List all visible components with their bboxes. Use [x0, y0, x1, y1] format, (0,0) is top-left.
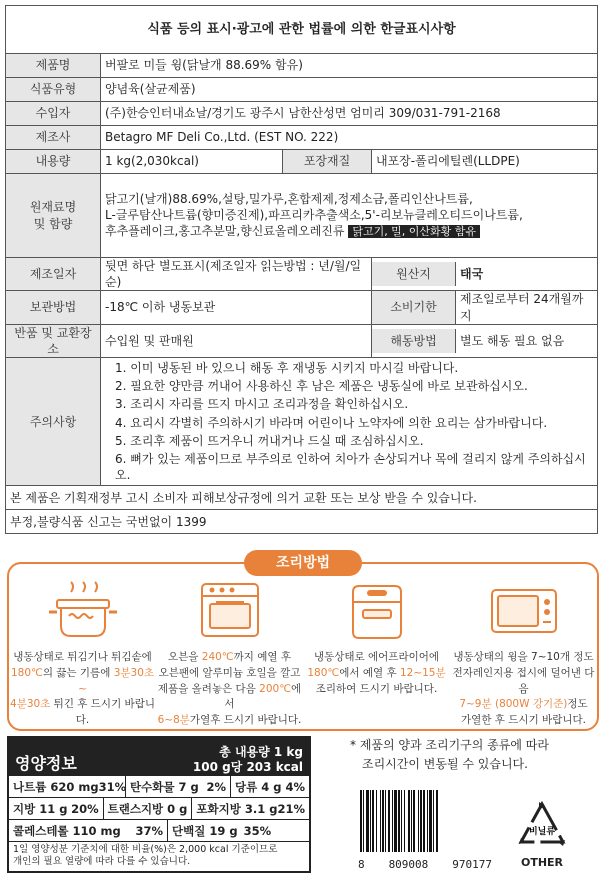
type-value: 양념육(살균제품)	[101, 78, 598, 102]
step-highlight: 6~8분	[157, 714, 190, 726]
ingredients-line: 닭고기(날개)88.69%,설탕,밀가루,혼합제제,정제소금,폴리인산나트륨,	[105, 191, 473, 206]
fryer-pot-icon	[43, 578, 123, 642]
packaging-label: 포장재질	[283, 150, 372, 174]
cooking-step-text	[450, 650, 597, 729]
nutrition-footnote	[9, 842, 309, 871]
cooking-step-text	[9, 650, 156, 729]
nutrition-per-serving: 100 g당 203 kcal	[192, 759, 303, 774]
allergy-badge: 닭고기, 밀, 이산화황 함유	[348, 225, 480, 238]
step-line: 가열한 후 드시기 바랍니다.	[461, 714, 586, 726]
nutrition-row	[9, 798, 309, 820]
mfg-date-label: 제조일자	[6, 258, 101, 291]
nutrient-percent: 21%	[277, 801, 305, 816]
type-label: 식품유형	[6, 78, 101, 102]
exchange-value: 수입원 및 판매원	[101, 324, 372, 357]
cooking-step-fryer	[9, 578, 156, 729]
step-line: 정도	[567, 698, 588, 711]
nutrition-table	[7, 736, 311, 873]
compensation-text: 본 제품은 기획재정부 고시 소비자 피해보상규정에 의거 교환 또는 보상 받을 수 있습니다.	[6, 486, 598, 510]
mfg-date-value: 뒷면 하단 별도표시(제조일자 읽는방법 : 년/월/일순)	[101, 258, 372, 291]
nutrient: 콜레스테롤 110 mg	[13, 823, 121, 838]
step-highlight: 180℃	[307, 666, 340, 679]
nutrient-percent: 20%	[71, 801, 99, 816]
caution-line: * 제품의 양과 조리기구의 종류에 따라	[350, 738, 549, 752]
microwave-icon	[484, 578, 564, 642]
step-line: 튀긴 후 드시기 바랍니다.	[50, 698, 155, 726]
manufacturer-value: Betagro MF Deli Co.,Ltd. (EST NO. 222)	[101, 126, 598, 150]
ingredients-value	[101, 174, 598, 258]
thaw-value: 별도 해동 필요 없음	[460, 333, 565, 348]
barcode-digit: 970177	[452, 858, 492, 871]
oven-icon	[190, 578, 270, 642]
notice-item: 5. 조리후 제품이 뜨거우니 꺼내거나 드실 때 조심하십시오.	[115, 433, 424, 448]
content-label: 내용량	[6, 150, 101, 174]
nutrient-percent: 2%	[206, 779, 226, 794]
ingredients-label-line: 원재료명	[29, 200, 77, 215]
step-line: 의 끓는 기름에	[42, 666, 114, 679]
nutrient: 나트륨 620 mg	[13, 779, 99, 794]
cooking-step-text	[303, 650, 450, 697]
step-line: 까지 예열 후	[233, 651, 291, 663]
product-name-label: 제품명	[6, 54, 101, 78]
notice-item: 1. 이미 냉동된 바 있으니 해동 후 재냉동 시키지 마시길 바랍니다.	[115, 360, 459, 375]
ingredients-label-line: 및 함량	[33, 216, 73, 231]
barcode-digit: 8	[358, 858, 365, 871]
step-line: 오븐을	[167, 651, 202, 663]
origin-label: 원산지	[372, 262, 456, 286]
cooking-step-text	[156, 650, 303, 729]
importer-label: 수입자	[6, 102, 101, 126]
notice-item: 3. 조리시 자리를 뜨지 마시고 조리과정을 확인하십시오.	[115, 397, 409, 412]
notice-item: 4. 요리시 각별히 주의하시기 바라며 어린이나 노약자에 의한 요리는 삼가바랍니다.	[115, 415, 548, 430]
manufacturer-label: 제조사	[6, 126, 101, 150]
nutrition-total	[193, 745, 303, 774]
origin-value: 태국	[460, 267, 484, 282]
step-line: 에서	[224, 682, 302, 711]
cooking-panel	[7, 555, 599, 731]
step-highlight: 12~15분	[399, 666, 446, 679]
nutrient: 당류 4 g	[235, 779, 282, 794]
step-line: 냉동상태로 튀김기나 튀김솥에	[13, 651, 152, 663]
step-highlight: 7~9분 (800W 강기준)	[459, 698, 568, 711]
barcode-bars-icon	[358, 790, 492, 852]
expiry-label: 소비기한	[372, 291, 456, 323]
content-value: 1 kg(2,030kcal)	[101, 150, 283, 174]
ingredients-label	[6, 174, 101, 258]
page-title: 식품 등의 표시·광고에 관한 법률에 의한 한글표시사항	[6, 6, 598, 54]
step-line: 에서 예열 후	[339, 666, 400, 679]
storage-label: 보관방법	[6, 291, 101, 324]
step-line: 가열후 드시기 바랍니다.	[189, 714, 302, 726]
nutrient: 트랜스지방 0 g	[107, 801, 188, 816]
label-table	[5, 5, 598, 534]
expiry-cell	[372, 291, 598, 324]
step-line: 전자레인지용 접시에 덜어낸 다음	[452, 666, 595, 695]
nutrition-total-amount: 총 내용량 1 kg	[219, 745, 303, 760]
nutrient: 단백질 19 g	[172, 823, 238, 838]
notice-list	[101, 358, 598, 486]
recycle-icon	[515, 800, 569, 850]
nutrition-row	[9, 776, 309, 798]
barcode-digits	[358, 858, 492, 871]
step-line: 냉동상태로 에어프라이어에	[313, 651, 440, 663]
nutrient-percent: 31%	[98, 779, 127, 794]
recycle-text: OTHER	[520, 856, 564, 869]
step-highlight: 240℃	[201, 651, 234, 663]
notice-item: 6. 뼈가 있는 제품이므로 부주의로 인하여 치아가 손상되거나 목에 걸리지 않게 주의하십시오.	[115, 451, 586, 483]
step-highlight: 180℃	[10, 666, 43, 679]
notice-item: 2. 필요한 양만큼 꺼내어 사용하신 후 남은 제품은 냉동실에 바로 보관하십시오.	[115, 379, 528, 394]
cooking-caution	[350, 736, 549, 773]
nutrient: 탄수화물 7 g	[130, 779, 199, 794]
ingredients-line: L-글루탐산나트륨(향미증진제),파프리카추출색소,5'-리보뉴클레오티드이나트륨,	[105, 208, 523, 223]
footnote-line: 1일 영양성분 기준치에 대한 비율(%)은 2,000 kcal 기준이므로	[13, 844, 278, 855]
packaging-value: 내포장-폴리에틸렌(LLDPE)	[372, 150, 598, 174]
recycle-label: 비닐류	[528, 827, 556, 837]
nutrition-title: 영양정보	[15, 754, 77, 773]
origin-cell	[372, 258, 598, 291]
footnote-line: 개인의 필요 열량에 따라 다를 수 있습니다.	[13, 856, 191, 868]
exchange-label: 반품 및 교환장소	[6, 324, 101, 357]
nutrition-header	[9, 738, 309, 776]
nutrient: 지방 11 g	[13, 801, 68, 816]
nutrient-percent: 4%	[285, 779, 305, 794]
cooking-step-oven	[156, 578, 303, 729]
thaw-label: 해동방법	[372, 329, 456, 353]
caution-line: 조리시간이 변동될 수 있습니다.	[362, 756, 528, 771]
notice-label: 주의사항	[6, 358, 101, 486]
nutrition-row	[9, 820, 309, 842]
storage-value: -18℃ 이하 냉동보관	[101, 291, 372, 324]
product-name: 버팔로 미들 윙(닭날개 88.69% 함유)	[101, 54, 598, 78]
air-fryer-icon	[337, 578, 417, 642]
ingredients-line: 후추플레이크,홍고추분말,향신료올레오레진류	[105, 224, 345, 239]
barcode-digit: 809008	[388, 858, 429, 871]
report-text: 부정,불량식품 신고는 국번없이 1399	[6, 510, 598, 534]
recycle-mark	[512, 800, 572, 869]
barcode	[358, 790, 492, 871]
nutrient: 포화지방 3.1 g	[196, 801, 278, 816]
step-line: 냉동상태의 윙을 7~10개 정도	[453, 651, 594, 663]
step-highlight: 4분30초	[10, 698, 51, 711]
step-highlight: 200℃	[259, 682, 291, 695]
cooking-step-airfryer	[303, 578, 450, 697]
thaw-cell	[372, 324, 598, 357]
step-line: 조리하여 드시기 바랍니다.	[315, 682, 438, 695]
nutrient-percent: 35%	[243, 823, 272, 838]
step-line: 제품을 올려놓은 다음	[157, 682, 260, 695]
expiry-value: 제조일로부터 24개월까지	[460, 292, 584, 323]
cooking-title: 조리방법	[244, 550, 362, 576]
cooking-step-microwave	[450, 578, 597, 729]
importer-value: (주)한승인터내쇼날/경기도 광주시 남한산성면 엄미리 309/031-791-2168	[101, 102, 598, 126]
step-line: 오븐팬에 알루미늄 호일을 깔고	[158, 666, 301, 679]
nutrient-percent: 37%	[135, 823, 163, 838]
step-highlight: 3분30초~	[78, 666, 155, 695]
